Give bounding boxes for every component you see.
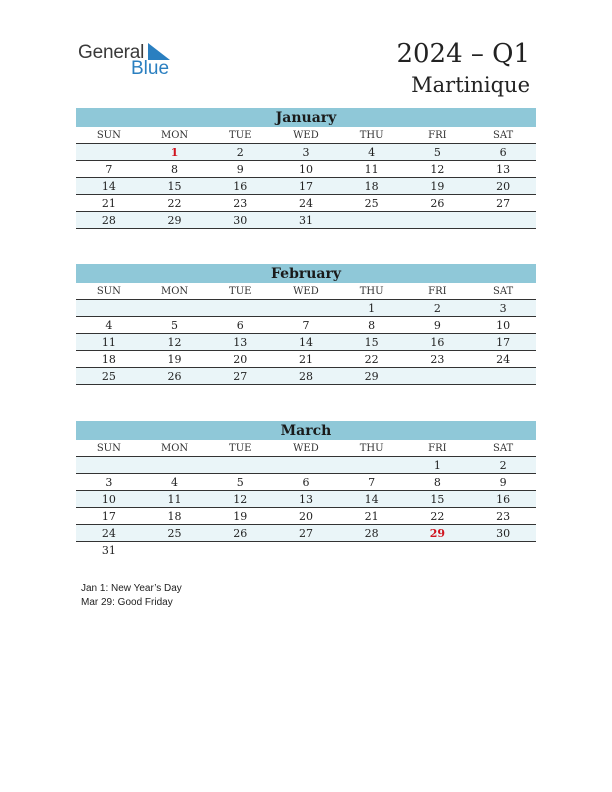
week-row <box>76 457 536 474</box>
holiday-note: Jan 1: New Year’s Day <box>81 583 182 594</box>
day-cell: 14 <box>339 491 405 508</box>
month-calendar-january <box>76 108 536 229</box>
day-cell: 14 <box>273 334 339 351</box>
weekday-label: WED <box>273 127 339 144</box>
day-cell: 23 <box>405 351 471 368</box>
day-cell: 18 <box>339 178 405 195</box>
weekday-header-row <box>76 283 536 300</box>
day-cell <box>470 368 536 385</box>
day-cell: 6 <box>273 474 339 491</box>
day-cell: 31 <box>101 543 116 557</box>
week-row <box>76 144 536 161</box>
day-cell: 8 <box>142 161 208 178</box>
day-cell: 15 <box>339 334 405 351</box>
day-cell: 19 <box>207 508 273 525</box>
month-calendar-march <box>76 421 536 558</box>
day-cell: 7 <box>339 474 405 491</box>
day-cell <box>470 212 536 229</box>
logo-blue-text: Blue <box>131 58 170 79</box>
week-row <box>76 474 536 491</box>
day-cell: 1 <box>142 144 208 161</box>
weekday-label: FRI <box>405 283 471 300</box>
day-cell: 1 <box>339 300 405 317</box>
week-row <box>76 525 536 542</box>
weekday-label: MON <box>142 440 208 457</box>
weekday-label: SAT <box>470 127 536 144</box>
day-cell <box>207 542 273 559</box>
day-cell: 29 <box>405 525 471 542</box>
day-cell <box>142 542 208 559</box>
day-cell: 3 <box>273 144 339 161</box>
day-cell: 23 <box>470 508 536 525</box>
day-cell: 7 <box>273 317 339 334</box>
day-cell: 17 <box>273 178 339 195</box>
day-cell <box>405 212 471 229</box>
week-row <box>76 195 536 212</box>
day-cell: 23 <box>207 195 273 212</box>
day-cell: 10 <box>273 161 339 178</box>
day-cell: 26 <box>207 525 273 542</box>
day-cell: 27 <box>470 195 536 212</box>
day-cell: 10 <box>470 317 536 334</box>
day-cell: 4 <box>76 317 142 334</box>
month-grid <box>76 440 536 558</box>
weekday-label: THU <box>339 440 405 457</box>
weekday-label: MON <box>142 127 208 144</box>
day-cell: 9 <box>470 474 536 491</box>
week-row <box>76 508 536 525</box>
day-cell: 13 <box>273 491 339 508</box>
day-cell: 3 <box>76 474 142 491</box>
day-cell: 1 <box>405 457 471 474</box>
day-cell: 18 <box>76 351 142 368</box>
day-cell: 21 <box>273 351 339 368</box>
week-row <box>76 178 536 195</box>
day-cell: 17 <box>76 508 142 525</box>
weekday-label: SUN <box>76 127 142 144</box>
holiday-notes <box>81 582 182 610</box>
day-cell: 20 <box>273 508 339 525</box>
weekday-label: FRI <box>405 440 471 457</box>
day-cell: 8 <box>339 317 405 334</box>
day-cell: 6 <box>470 144 536 161</box>
day-cell: 14 <box>76 178 142 195</box>
day-cell: 26 <box>405 195 471 212</box>
day-cell: 20 <box>207 351 273 368</box>
week-row <box>76 351 536 368</box>
day-cell: 11 <box>76 334 142 351</box>
day-cell <box>76 300 142 317</box>
month-grid <box>76 127 536 229</box>
day-cell <box>273 542 339 559</box>
day-cell <box>405 542 471 559</box>
day-cell: 2 <box>207 144 273 161</box>
weekday-label: TUE <box>207 127 273 144</box>
weekday-label: SUN <box>76 440 142 457</box>
day-cell: 12 <box>207 491 273 508</box>
week-row <box>76 334 536 351</box>
week-row <box>76 491 536 508</box>
weekday-label: SAT <box>470 440 536 457</box>
day-cell: 24 <box>470 351 536 368</box>
day-cell: 29 <box>339 368 405 385</box>
weekday-header-row <box>76 127 536 144</box>
day-cell: 16 <box>405 334 471 351</box>
day-cell: 27 <box>207 368 273 385</box>
day-cell: 12 <box>405 161 471 178</box>
day-cell: 26 <box>142 368 208 385</box>
weekday-label: SAT <box>470 283 536 300</box>
day-cell: 24 <box>76 525 142 542</box>
day-cell: 10 <box>76 491 142 508</box>
day-cell: 31 <box>273 212 339 229</box>
day-cell: 21 <box>339 508 405 525</box>
period-title: 2024 – Q1 <box>396 39 530 69</box>
day-cell: 19 <box>405 178 471 195</box>
weekday-label: THU <box>339 283 405 300</box>
weekday-label: SUN <box>76 283 142 300</box>
day-cell: 8 <box>405 474 471 491</box>
day-cell <box>142 300 208 317</box>
day-cell: 20 <box>470 178 536 195</box>
day-cell: 28 <box>273 368 339 385</box>
day-cell: 15 <box>405 491 471 508</box>
day-cell: 5 <box>207 474 273 491</box>
week-row <box>76 161 536 178</box>
day-cell: 2 <box>405 300 471 317</box>
day-cell: 6 <box>207 317 273 334</box>
month-header: January <box>76 108 536 127</box>
day-cell <box>76 144 142 161</box>
day-cell: 11 <box>142 491 208 508</box>
logo-general-text: General <box>78 42 145 63</box>
day-cell: 2 <box>470 457 536 474</box>
page-title <box>396 38 530 100</box>
day-cell: 22 <box>405 508 471 525</box>
week-row <box>76 542 536 559</box>
weekday-label: WED <box>273 283 339 300</box>
weekday-label: TUE <box>207 440 273 457</box>
day-cell: 15 <box>142 178 208 195</box>
month-calendar-february <box>76 264 536 385</box>
month-grid <box>76 283 536 385</box>
day-cell: 12 <box>142 334 208 351</box>
day-cell: 25 <box>142 525 208 542</box>
generalblue-logo <box>78 40 178 80</box>
day-cell: 9 <box>405 317 471 334</box>
day-cell: 13 <box>207 334 273 351</box>
day-cell <box>470 542 536 559</box>
day-cell: 29 <box>142 212 208 229</box>
day-cell <box>339 212 405 229</box>
day-cell: 3 <box>470 300 536 317</box>
weekday-label: TUE <box>207 283 273 300</box>
day-cell: 4 <box>339 144 405 161</box>
day-cell <box>405 368 471 385</box>
weekday-label: FRI <box>405 127 471 144</box>
day-cell: 19 <box>142 351 208 368</box>
day-cell <box>207 300 273 317</box>
day-cell <box>76 457 142 474</box>
day-cell: 7 <box>76 161 142 178</box>
day-cell: 13 <box>470 161 536 178</box>
day-cell: 28 <box>76 212 142 229</box>
day-cell: 5 <box>405 144 471 161</box>
day-cell: 4 <box>142 474 208 491</box>
day-cell: 9 <box>207 161 273 178</box>
country-title: Martinique <box>411 73 530 97</box>
week-row <box>76 368 536 385</box>
weekday-label: THU <box>339 127 405 144</box>
month-header: March <box>76 421 536 440</box>
week-row <box>76 317 536 334</box>
day-cell: 22 <box>142 195 208 212</box>
day-cell: 30 <box>207 212 273 229</box>
day-cell: 11 <box>339 161 405 178</box>
day-cell <box>273 300 339 317</box>
month-header: February <box>76 264 536 283</box>
day-cell <box>142 457 208 474</box>
week-row <box>76 300 536 317</box>
day-cell: 27 <box>273 525 339 542</box>
day-cell: 21 <box>76 195 142 212</box>
day-cell: 30 <box>470 525 536 542</box>
day-cell <box>273 457 339 474</box>
day-cell: 25 <box>76 368 142 385</box>
day-cell: 22 <box>339 351 405 368</box>
day-cell: 18 <box>142 508 208 525</box>
weekday-header-row <box>76 440 536 457</box>
weekday-label: WED <box>273 440 339 457</box>
day-cell: 24 <box>273 195 339 212</box>
day-cell: 16 <box>207 178 273 195</box>
day-cell: 5 <box>142 317 208 334</box>
day-cell: 28 <box>339 525 405 542</box>
day-cell: 25 <box>339 195 405 212</box>
day-cell <box>339 457 405 474</box>
day-cell: 17 <box>470 334 536 351</box>
day-cell: 16 <box>470 491 536 508</box>
weekday-label: MON <box>142 283 208 300</box>
day-cell <box>207 457 273 474</box>
holiday-note: Mar 29: Good Friday <box>81 597 173 608</box>
day-cell <box>339 542 405 559</box>
week-row <box>76 212 536 229</box>
